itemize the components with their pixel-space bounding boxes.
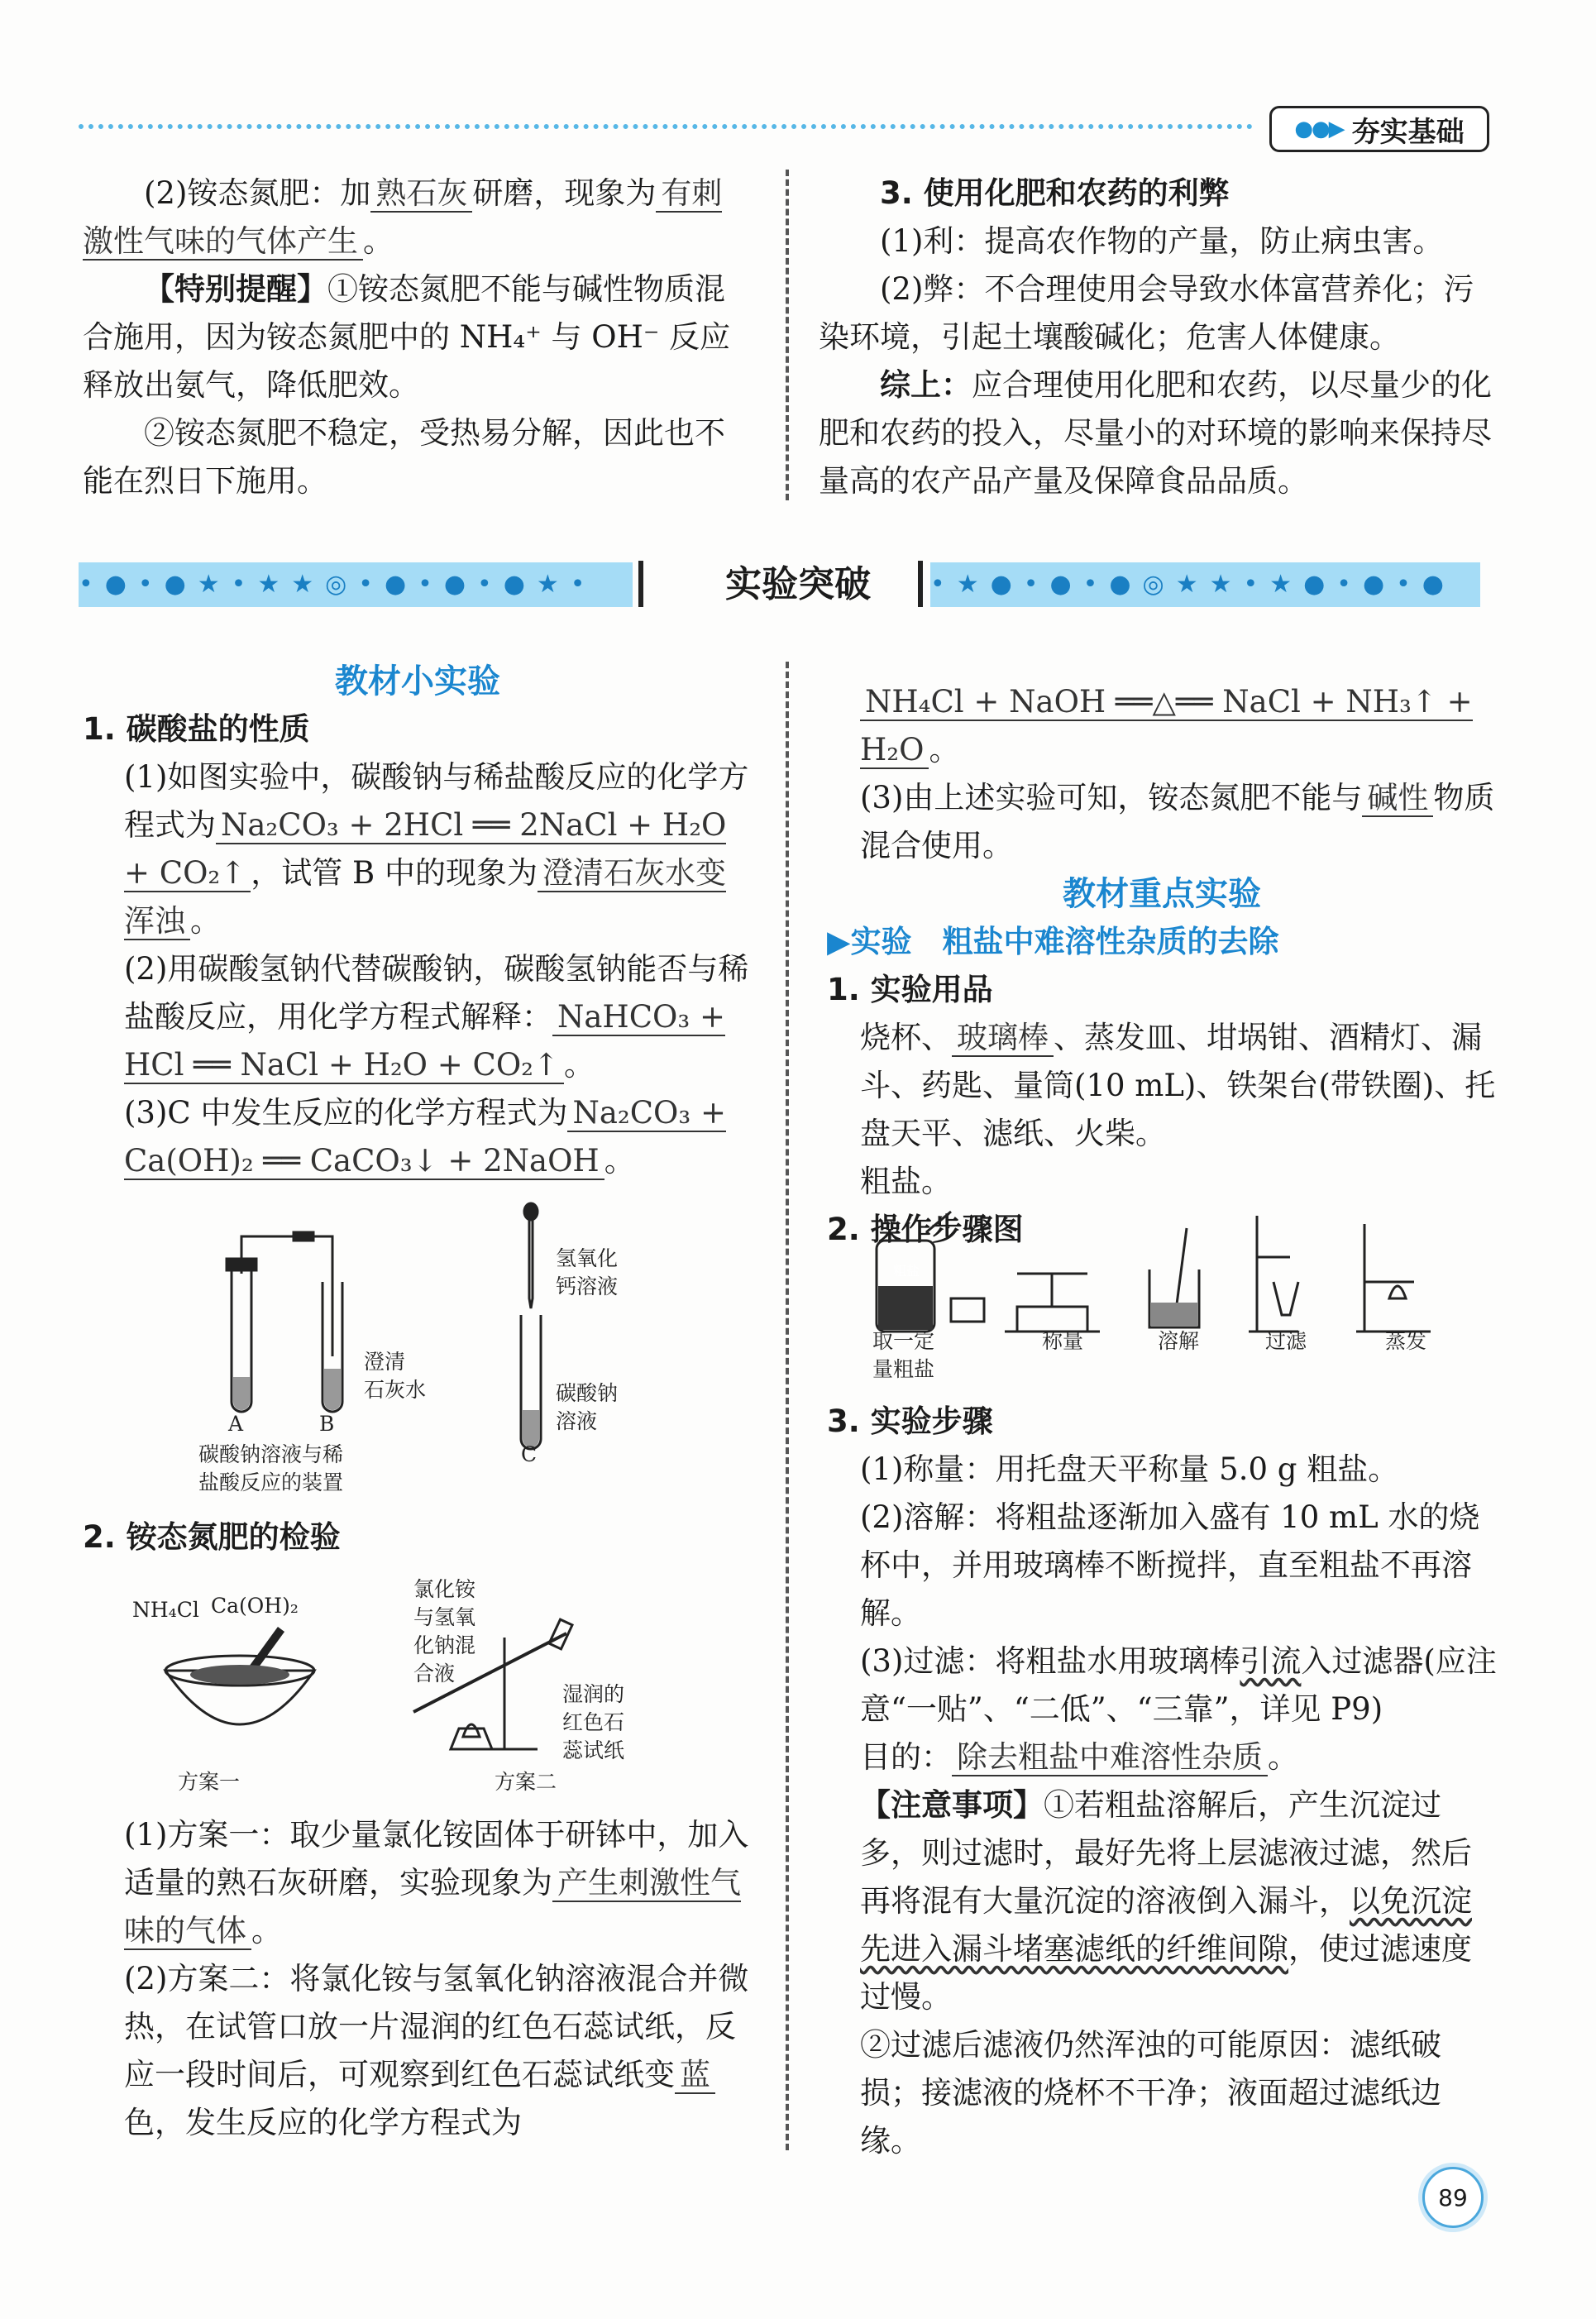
paragraph: ②铵态氮肥不稳定，受热易分解，因此也不能在烈日下施用。 xyxy=(83,415,725,499)
caption-step-1: 取一定 量粗盐 xyxy=(872,1329,935,1381)
decor-band-left xyxy=(79,562,633,607)
note-label: 【注意事项】 xyxy=(860,1787,1044,1823)
label-nh4cl: NH₄Cl xyxy=(132,1598,199,1622)
column-divider xyxy=(786,170,789,500)
left-column xyxy=(83,657,753,1185)
answer: 熟石灰 xyxy=(370,175,472,213)
answer: NH₄Cl + NaOH ══△══ NaCl + NH₃↑ + H₂O xyxy=(860,684,1473,767)
paragraph: (1)方案一：取少量氯化铵固体于研钵中，加入适量的熟石灰研磨，实验现象为 产生刺激性气味的气体 。 xyxy=(124,1817,749,1948)
answer: Na₂CO₃ + Ca(OH)₂ ══ CaCO₃↓ + 2NaOH xyxy=(124,1095,726,1179)
paragraph: 烧杯、 玻璃棒 、蒸发皿、坩埚钳、酒精灯、漏斗、药匙、量筒(10 mL)、铁架台(带铁圈)、托盘天平、滤纸、火柴。 xyxy=(860,1020,1496,1151)
balance xyxy=(1005,1274,1100,1332)
label-limewater: 澄清 石灰水 xyxy=(364,1350,427,1402)
decor-dots: •●•●★•★★◎•●•●•●★• xyxy=(79,570,597,599)
right-column-2 xyxy=(827,1398,1497,2165)
decor-dots: •★●•●•●◎★★•★●•●•● xyxy=(930,570,1455,599)
paragraph: ②过滤后滤液仍然浑浊的可能原因：滤纸破损；接滤液的烧杯不干净；液面超过滤纸边缘。 xyxy=(860,2027,1441,2159)
arrow-icon: ●●▶ xyxy=(1294,117,1344,141)
subsection-title: 2. 操作步骤图 xyxy=(827,1212,1024,1247)
subsection-title: 3. 实验步骤 xyxy=(827,1403,993,1439)
paragraph: (2)铵态氮肥：加 熟石灰 研磨，现象为 有刺激性气味的气体产生 。 xyxy=(83,175,723,259)
caption-step-2: 称量 xyxy=(1042,1329,1084,1353)
section-tag-label: 夯实基础 xyxy=(1351,115,1465,149)
label-litmus: 湿润的 红色石 蕊试纸 xyxy=(562,1682,625,1762)
figure-caption: 碳酸钠溶液与稀 盐酸反应的装置 xyxy=(198,1442,344,1494)
section-tag xyxy=(1269,106,1489,152)
paragraph: 粗盐。 xyxy=(860,1164,952,1199)
liquid-b xyxy=(324,1369,341,1410)
band-bar xyxy=(918,561,923,607)
answer: 碱性 xyxy=(1362,780,1433,817)
litmus-paper xyxy=(549,1619,572,1649)
paragraph: (3)过滤：将粗盐水用玻璃棒引流入过滤器(应注意“一贴”、“二低”、“三靠”，详见 P9) xyxy=(860,1643,1497,1727)
label-b: B xyxy=(319,1412,335,1436)
section-title: 教材重点实验 xyxy=(1063,875,1261,913)
caption-step-5: 蒸发 xyxy=(1385,1329,1427,1353)
subsection-title: 1. 实验用品 xyxy=(827,972,993,1007)
stopper xyxy=(951,1298,984,1322)
dropper xyxy=(529,1216,533,1308)
note-paragraph: 【注意事项】①若粗盐溶解后，产生沉淀过多，则过滤时，最好先将上层滤液过滤，然后再将混有大量沉淀的溶液倒入漏斗，以免沉淀先进入漏斗堵塞滤纸的纤维间隙，使过滤速度过慢。 xyxy=(860,1787,1472,2015)
column-divider xyxy=(786,662,789,2150)
equation: NH₄Cl + NaOH ══△══ NaCl + NH₃↑ + H₂O 。 xyxy=(860,684,1473,767)
caption-step-3: 溶解 xyxy=(1158,1329,1200,1353)
left-column-2 xyxy=(83,1513,753,1561)
paragraph: (2)溶解：将粗盐逐渐加入盛有 10 mL 水的烧杯中，并用玻璃棒不断搅拌，直至粗盐不再溶解。 xyxy=(860,1499,1480,1631)
answer: 蓝 xyxy=(675,2057,715,2094)
page-number: 89 xyxy=(1422,2167,1484,2228)
left-column-3 xyxy=(83,1811,753,2147)
alcohol-lamp xyxy=(451,1728,492,1749)
band-title: 实验突破 xyxy=(725,563,871,605)
label-mixture: 氯化铵 与氢氧 化钠混 合液 xyxy=(413,1577,476,1685)
subsection-title: 2. 铵态氮肥的检验 xyxy=(83,1519,341,1555)
liquid-a xyxy=(233,1377,250,1410)
tip-paragraph: 【特别提醒】①铵态氮肥不能与碱性物质混合施用，因为铵态氮肥中的 NH₄⁺ 与 OH⁻ 反应释放出氨气，降低肥效。 xyxy=(83,271,731,403)
delivery-tube xyxy=(241,1236,332,1356)
paragraph: (3)由上述实验可知，铵态氮肥不能与 碱性 物质混合使用。 xyxy=(860,780,1495,863)
paragraph: 综上：应合理使用化肥和农药，以尽量少的化肥和农药的投入，尽量小的对环境的影响来保持尽量高的农产品产量及保障食品品质。 xyxy=(819,367,1492,499)
paragraph: (2)弊：不合理使用会导致水体富营养化；污染环境，引起土壤酸碱化；危害人体健康。 xyxy=(819,271,1474,355)
paragraph: (2)方案二：将氯化铵与氢氧化钠溶液混合并微热，在试管口放一片湿润的红色石蕊试纸，反应一段时间后，可观察到红色石蕊试纸变 蓝色，发生反应的化学方程式为 xyxy=(124,1961,749,2140)
label-caoh2: Ca(OH)₂ xyxy=(211,1594,299,1618)
label-na2co3: 碳酸钠 溶液 xyxy=(556,1381,619,1433)
tip-label: 【特别提醒】 xyxy=(144,271,327,307)
paragraph: 目的： 除去粗盐中难溶性杂质 。 xyxy=(860,1739,1298,1775)
answer: 澄清石灰水变浑浊 xyxy=(124,855,726,939)
answer: Na₂CO₃ + 2HCl ══ 2NaCl + H₂O + CO₂↑ xyxy=(124,807,727,891)
experiment-title: ▶实验 粗盐中难溶性杂质的去除 xyxy=(827,924,1279,959)
paragraph: (1)如图实验中，碳酸钠与稀盐酸反应的化学方程式为 Na₂CO₃ + 2HCl ══ 2NaCl + H₂O + CO₂↑ ，试管 B 中的现象为 澄清石灰水变浑浊 。 xyxy=(124,759,749,939)
subsection-title: 3. 使用化肥和农药的利弊 xyxy=(880,175,1230,211)
paragraph: (1)称量：用托盘天平称量 5.0 g 粗盐。 xyxy=(860,1451,1399,1487)
evaporation-stand xyxy=(1356,1224,1431,1332)
stopper-a xyxy=(227,1259,256,1270)
header-dotted-rule xyxy=(79,124,1253,129)
jar-label: 粗盐 xyxy=(893,1263,920,1279)
paragraph: (3)C 中发生反应的化学方程式为 Na₂CO₃ + Ca(OH)₂ ══ CaCO₃↓ + 2NaOH 。 xyxy=(124,1095,726,1179)
section-title: 教材小实验 xyxy=(335,662,500,700)
caption-step-4: 过滤 xyxy=(1265,1329,1307,1353)
band-bar xyxy=(638,561,643,607)
top-left-column xyxy=(83,170,753,505)
flame xyxy=(463,1724,480,1737)
caption-plan-1: 方案一 xyxy=(178,1770,241,1794)
right-column xyxy=(827,678,1497,1254)
label-a: A xyxy=(228,1412,244,1436)
paragraph: (2)用碳酸氢钠代替碳酸钠，碳酸氢钠能否与稀盐酸反应，用化学方程式解释： NaHCO₃ + HCl ══ NaCl + H₂O + CO₂↑ 。 xyxy=(124,951,749,1083)
answer: 玻璃棒 xyxy=(952,1020,1054,1057)
paragraph: (1)利：提高农作物的产量，防止病虫害。 xyxy=(880,223,1444,259)
answer: NaHCO₃ + HCl ══ NaCl + H₂O + CO₂↑ xyxy=(124,999,725,1083)
caption-plan-2: 方案二 xyxy=(495,1770,557,1794)
label-c: C xyxy=(521,1442,538,1466)
subsection-title: 1. 碳酸盐的性质 xyxy=(83,711,310,747)
filter-stand xyxy=(1249,1216,1298,1332)
answer: 除去粗盐中难溶性杂质 xyxy=(952,1739,1268,1776)
label-caoh2: 氢氧化 钙溶液 xyxy=(556,1246,619,1298)
decor-band-right xyxy=(930,562,1480,607)
answer: 有刺激性气味的气体产生 xyxy=(83,175,723,259)
top-right-column xyxy=(819,170,1497,505)
answer: 产生刺激性气味的气体 xyxy=(124,1865,741,1948)
